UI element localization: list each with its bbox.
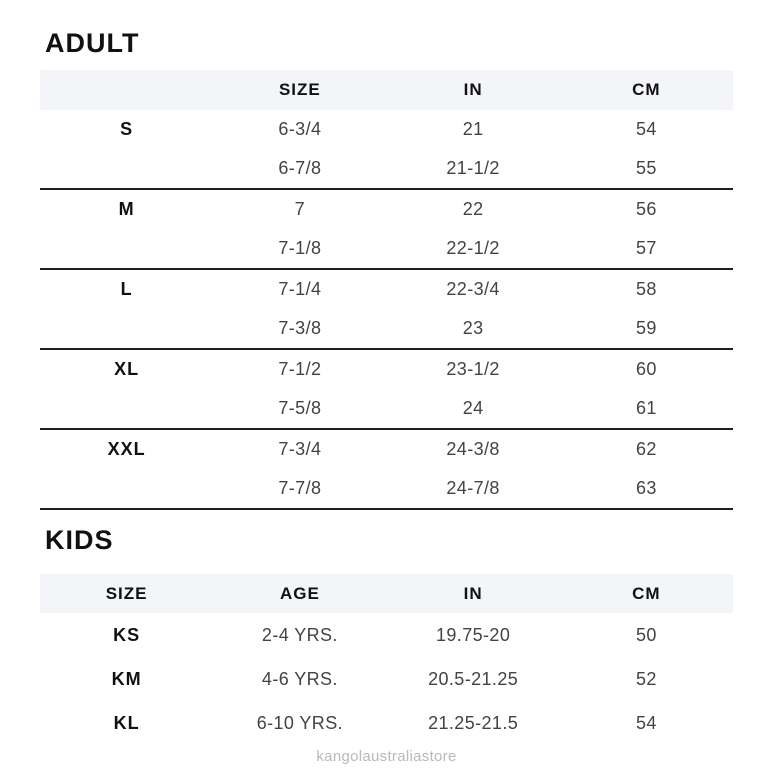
kids-header-age: AGE [279, 583, 320, 603]
size-value: 6-7/8 [278, 158, 322, 178]
adult-header-size: SIZE [278, 80, 321, 99]
adult-size-group-xxl [40, 430, 733, 510]
adult-header-cm: CM [632, 80, 661, 99]
adult-size-group-m [40, 190, 733, 270]
table-row [40, 613, 733, 657]
size-value: 7-1/4 [278, 279, 322, 299]
adult-size-group-s [40, 110, 733, 190]
cm-value: 63 [635, 478, 657, 498]
cm-value: 54 [635, 712, 657, 733]
table-row [40, 701, 733, 745]
table-row [40, 229, 733, 268]
table-row [40, 657, 733, 701]
adult-header-empty [40, 70, 213, 110]
table-row [40, 149, 733, 188]
cm-value: 60 [635, 359, 657, 379]
cm-value: 61 [635, 398, 657, 418]
size-value: 7-5/8 [278, 398, 322, 418]
table-row [40, 389, 733, 428]
in-value: 22 [462, 199, 484, 219]
size-label: L [120, 279, 133, 299]
size-label: XXL [107, 439, 146, 459]
size-value: 7-7/8 [278, 478, 322, 498]
kids-section-heading: KIDS [45, 525, 114, 555]
table-row [40, 190, 733, 229]
in-value: 19.75-20 [435, 624, 511, 645]
cm-value: 52 [635, 668, 657, 689]
cm-value: 50 [635, 624, 657, 645]
table-row [40, 469, 733, 508]
size-value: 6-3/4 [278, 119, 322, 139]
table-row [40, 309, 733, 348]
size-label-empty [40, 389, 213, 428]
cm-value: 54 [635, 119, 657, 139]
adult-section-heading: ADULT [45, 28, 140, 58]
table-row [40, 270, 733, 309]
age-value: 4-6 YRS. [261, 668, 338, 689]
in-value: 21-1/2 [446, 158, 500, 178]
cm-value: 55 [635, 158, 657, 178]
cm-value: 62 [635, 439, 657, 459]
size-value: 7-1/8 [278, 238, 322, 258]
age-value: 6-10 YRS. [256, 712, 344, 733]
size-value: 7-3/8 [278, 318, 322, 338]
size-label: XL [114, 359, 140, 379]
size-value: 7 [294, 199, 306, 219]
kids-header-cm: CM [632, 583, 661, 603]
adult-size-group-l [40, 270, 733, 350]
size-label: KL [113, 712, 140, 733]
in-value: 24-3/8 [446, 439, 500, 459]
in-value: 21 [462, 119, 484, 139]
kids-table-header-row [40, 574, 733, 613]
size-label-empty [40, 469, 213, 508]
table-row [40, 110, 733, 149]
size-label: KS [113, 624, 141, 645]
size-label-empty [40, 229, 213, 268]
size-label-empty [40, 149, 213, 188]
in-value: 23 [462, 318, 484, 338]
size-label: KM [111, 668, 142, 689]
cm-value: 59 [635, 318, 657, 338]
adult-table-header-row [40, 70, 733, 110]
in-value: 23-1/2 [446, 359, 500, 379]
adult-header-in: IN [463, 80, 483, 99]
kids-header-in: IN [463, 583, 483, 603]
table-row [40, 350, 733, 389]
cm-value: 56 [635, 199, 657, 219]
adult-size-table [40, 70, 733, 510]
size-value: 7-1/2 [278, 359, 322, 379]
size-label-empty [40, 309, 213, 348]
adult-size-group-xl [40, 350, 733, 430]
in-value: 22-1/2 [446, 238, 500, 258]
in-value: 22-3/4 [446, 279, 500, 299]
size-label: S [120, 119, 134, 139]
cm-value: 57 [635, 238, 657, 258]
size-value: 7-3/4 [278, 439, 322, 459]
in-value: 20.5-21.25 [428, 668, 519, 689]
age-value: 2-4 YRS. [261, 624, 338, 645]
cm-value: 58 [635, 279, 657, 299]
in-value: 21.25-21.5 [428, 712, 519, 733]
size-label: M [118, 199, 135, 219]
in-value: 24 [462, 398, 484, 418]
kids-size-table [40, 574, 733, 745]
kids-header-size: SIZE [105, 583, 148, 603]
table-row [40, 430, 733, 469]
in-value: 24-7/8 [446, 478, 500, 498]
watermark-text: kangolaustraliastore [316, 748, 457, 765]
